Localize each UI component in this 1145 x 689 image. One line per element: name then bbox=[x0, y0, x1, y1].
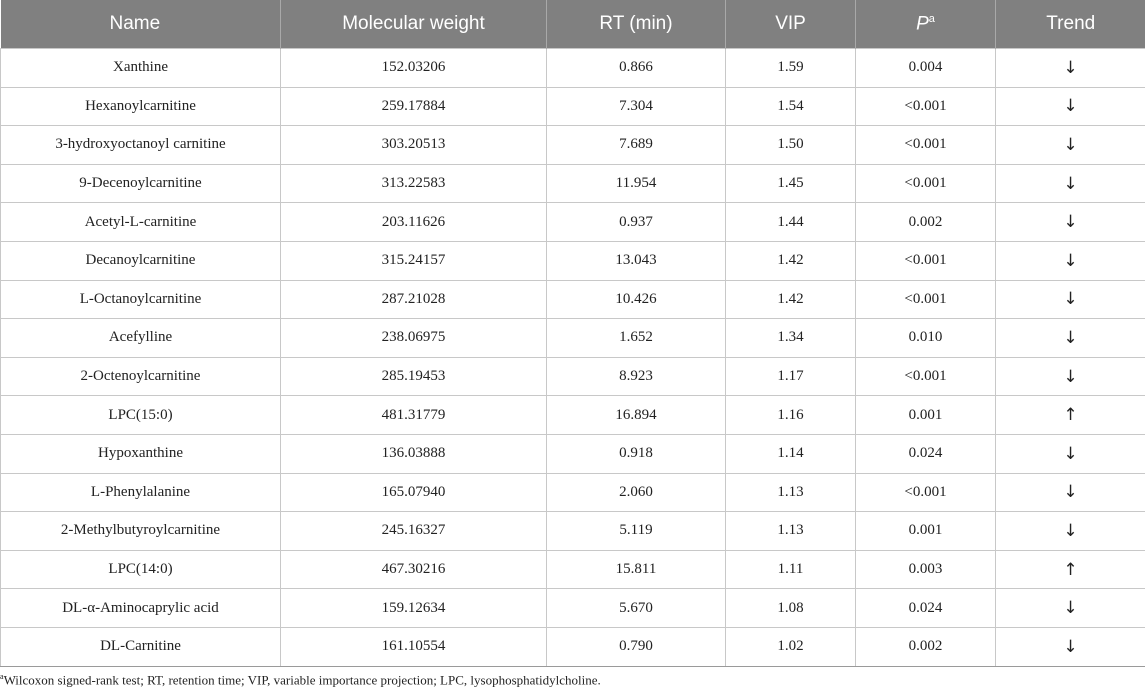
cell-vip: 1.13 bbox=[726, 512, 856, 551]
cell-trend: ↓ bbox=[996, 241, 1145, 280]
table-row bbox=[1, 49, 1145, 88]
cell-p-value: 0.003 bbox=[856, 550, 996, 589]
cell-vip: 1.14 bbox=[726, 434, 856, 473]
cell-name: Xanthine bbox=[1, 49, 281, 88]
cell-trend: ↑ bbox=[996, 396, 1145, 435]
cell-name: 2-Methylbutyroylcarnitine bbox=[1, 512, 281, 551]
cell-rt: 1.652 bbox=[547, 319, 726, 358]
header-rt: RT (min) bbox=[547, 0, 726, 49]
cell-vip: 1.02 bbox=[726, 627, 856, 666]
cell-name: LPC(15:0) bbox=[1, 396, 281, 435]
cell-trend: ↓ bbox=[996, 164, 1145, 203]
cell-p-value: 0.004 bbox=[856, 49, 996, 88]
cell-p-value: <0.001 bbox=[856, 241, 996, 280]
header-trend: Trend bbox=[996, 0, 1145, 49]
cell-vip: 1.50 bbox=[726, 126, 856, 165]
cell-p-value: <0.001 bbox=[856, 473, 996, 512]
cell-p-value: <0.001 bbox=[856, 357, 996, 396]
cell-rt: 5.119 bbox=[547, 512, 726, 551]
cell-p-value: 0.001 bbox=[856, 396, 996, 435]
cell-molecular-weight: 152.03206 bbox=[281, 49, 547, 88]
header-p-label: P bbox=[916, 13, 929, 35]
cell-vip: 1.44 bbox=[726, 203, 856, 242]
cell-molecular-weight: 159.12634 bbox=[281, 589, 547, 628]
cell-p-value: 0.024 bbox=[856, 589, 996, 628]
cell-name: Hexanoylcarnitine bbox=[1, 87, 281, 126]
cell-molecular-weight: 136.03888 bbox=[281, 434, 547, 473]
header-p-superscript: a bbox=[928, 12, 935, 25]
cell-trend: ↓ bbox=[996, 512, 1145, 551]
cell-molecular-weight: 285.19453 bbox=[281, 357, 547, 396]
cell-p-value: <0.001 bbox=[856, 87, 996, 126]
cell-molecular-weight: 165.07940 bbox=[281, 473, 547, 512]
cell-molecular-weight: 481.31779 bbox=[281, 396, 547, 435]
header-vip: VIP bbox=[726, 0, 856, 49]
table-row bbox=[1, 126, 1145, 165]
table-row bbox=[1, 87, 1145, 126]
cell-name: L-Phenylalanine bbox=[1, 473, 281, 512]
cell-vip: 1.13 bbox=[726, 473, 856, 512]
table-row bbox=[1, 241, 1145, 280]
cell-molecular-weight: 203.11626 bbox=[281, 203, 547, 242]
header-molecular-weight: Molecular weight bbox=[281, 0, 547, 49]
cell-name: LPC(14:0) bbox=[1, 550, 281, 589]
cell-vip: 1.54 bbox=[726, 87, 856, 126]
cell-vip: 1.42 bbox=[726, 241, 856, 280]
header-p bbox=[856, 0, 996, 49]
cell-rt: 8.923 bbox=[547, 357, 726, 396]
header-name: Name bbox=[1, 0, 281, 49]
cell-trend: ↓ bbox=[996, 589, 1145, 628]
footnote-marker: a bbox=[0, 672, 4, 681]
cell-rt: 0.937 bbox=[547, 203, 726, 242]
cell-rt: 16.894 bbox=[547, 396, 726, 435]
cell-molecular-weight: 313.22583 bbox=[281, 164, 547, 203]
cell-trend: ↓ bbox=[996, 203, 1145, 242]
cell-molecular-weight: 161.10554 bbox=[281, 627, 547, 666]
table-row bbox=[1, 550, 1145, 589]
cell-trend: ↓ bbox=[996, 280, 1145, 319]
cell-name: Acetyl-L-carnitine bbox=[1, 203, 281, 242]
table-row bbox=[1, 473, 1145, 512]
table-body bbox=[1, 49, 1145, 667]
cell-name: 2-Octenoylcarnitine bbox=[1, 357, 281, 396]
cell-trend: ↓ bbox=[996, 627, 1145, 666]
cell-name: Decanoylcarnitine bbox=[1, 241, 281, 280]
table-row bbox=[1, 280, 1145, 319]
cell-molecular-weight: 238.06975 bbox=[281, 319, 547, 358]
cell-name: 9-Decenoylcarnitine bbox=[1, 164, 281, 203]
cell-molecular-weight: 303.20513 bbox=[281, 126, 547, 165]
cell-molecular-weight: 287.21028 bbox=[281, 280, 547, 319]
cell-p-value: 0.002 bbox=[856, 203, 996, 242]
cell-rt: 15.811 bbox=[547, 550, 726, 589]
cell-name: 3-hydroxyoctanoyl carnitine bbox=[1, 126, 281, 165]
cell-vip: 1.45 bbox=[726, 164, 856, 203]
cell-rt: 11.954 bbox=[547, 164, 726, 203]
cell-name: DL-Carnitine bbox=[1, 627, 281, 666]
table-row bbox=[1, 319, 1145, 358]
table-row bbox=[1, 396, 1145, 435]
cell-vip: 1.34 bbox=[726, 319, 856, 358]
cell-p-value: <0.001 bbox=[856, 126, 996, 165]
cell-p-value: 0.010 bbox=[856, 319, 996, 358]
cell-trend: ↓ bbox=[996, 473, 1145, 512]
cell-rt: 7.689 bbox=[547, 126, 726, 165]
cell-vip: 1.08 bbox=[726, 589, 856, 628]
cell-molecular-weight: 245.16327 bbox=[281, 512, 547, 551]
cell-molecular-weight: 315.24157 bbox=[281, 241, 547, 280]
table-row bbox=[1, 164, 1145, 203]
cell-p-value: 0.002 bbox=[856, 627, 996, 666]
cell-rt: 2.060 bbox=[547, 473, 726, 512]
cell-vip: 1.59 bbox=[726, 49, 856, 88]
cell-trend: ↓ bbox=[996, 126, 1145, 165]
cell-rt: 10.426 bbox=[547, 280, 726, 319]
cell-rt: 0.790 bbox=[547, 627, 726, 666]
table-row bbox=[1, 434, 1145, 473]
cell-p-value: 0.001 bbox=[856, 512, 996, 551]
cell-name: Acefylline bbox=[1, 319, 281, 358]
cell-vip: 1.17 bbox=[726, 357, 856, 396]
cell-trend: ↓ bbox=[996, 49, 1145, 88]
table-row bbox=[1, 627, 1145, 666]
cell-trend: ↑ bbox=[996, 550, 1145, 589]
cell-trend: ↓ bbox=[996, 357, 1145, 396]
cell-vip: 1.16 bbox=[726, 396, 856, 435]
cell-trend: ↓ bbox=[996, 319, 1145, 358]
table-row bbox=[1, 357, 1145, 396]
cell-name: Hypoxanthine bbox=[1, 434, 281, 473]
cell-rt: 13.043 bbox=[547, 241, 726, 280]
cell-name: DL-α-Aminocaprylic acid bbox=[1, 589, 281, 628]
cell-p-value: 0.024 bbox=[856, 434, 996, 473]
cell-vip: 1.11 bbox=[726, 550, 856, 589]
table-footnote bbox=[0, 672, 601, 688]
cell-vip: 1.42 bbox=[726, 280, 856, 319]
cell-rt: 7.304 bbox=[547, 87, 726, 126]
table-row bbox=[1, 589, 1145, 628]
cell-molecular-weight: 467.30216 bbox=[281, 550, 547, 589]
cell-name: L-Octanoylcarnitine bbox=[1, 280, 281, 319]
footnote-text: Wilcoxon signed-rank test; RT, retention time; VIP, variable importance projection; LPC, lysophosphatidylcholine. bbox=[3, 672, 601, 688]
cell-trend: ↓ bbox=[996, 434, 1145, 473]
cell-rt: 5.670 bbox=[547, 589, 726, 628]
cell-rt: 0.918 bbox=[547, 434, 726, 473]
table-row bbox=[1, 512, 1145, 551]
cell-molecular-weight: 259.17884 bbox=[281, 87, 547, 126]
cell-p-value: <0.001 bbox=[856, 280, 996, 319]
cell-trend: ↓ bbox=[996, 87, 1145, 126]
header-row bbox=[1, 0, 1145, 49]
table-row bbox=[1, 203, 1145, 242]
cell-p-value: <0.001 bbox=[856, 164, 996, 203]
cell-rt: 0.866 bbox=[547, 49, 726, 88]
